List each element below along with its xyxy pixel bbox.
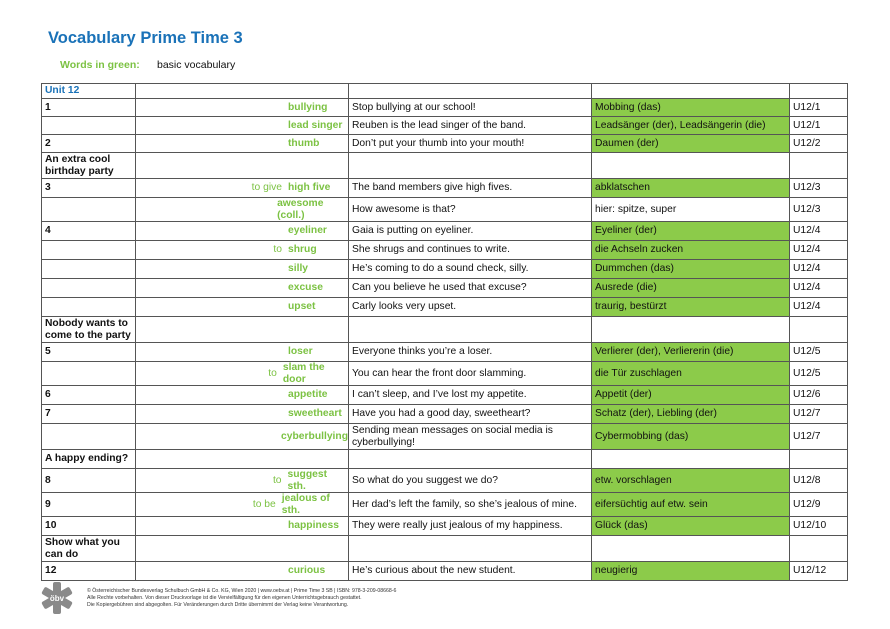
unit-reference: U12/4 [790,222,848,241]
table-row [42,424,848,450]
table-row [42,222,848,241]
vocab-word: thumb [288,137,320,149]
unit-reference [790,153,848,179]
row-number [42,279,136,298]
example-sentence: Sending mean messages on social media is cyberbullying! [349,424,592,450]
german-translation: traurig, bestürzt [592,298,790,317]
german-translation: Schatz (der), Liebling (der) [592,405,790,424]
row-number: 12 [42,562,136,581]
example-sentence: Don’t put your thumb into your mouth! [349,135,592,153]
row-number: Show what you can do [42,536,136,562]
unit-reference: U12/5 [790,362,848,386]
vocab-word-cell [136,536,349,562]
unit-reference: U12/3 [790,179,848,198]
vocab-word-cell [136,99,349,117]
german-translation: Ausrede (die) [592,279,790,298]
table-row [42,99,848,117]
example-sentence: Can you believe he used that excuse? [349,279,592,298]
german-translation: Mobbing (das) [592,99,790,117]
logo-text: öbv [49,594,65,603]
example-sentence: He’s curious about the new student. [349,562,592,581]
example-sentence: She shrugs and continues to write. [349,241,592,260]
example-sentence: Carly looks very upset. [349,298,592,317]
example-sentence: Stop bullying at our school! [349,99,592,117]
vocab-word-cell [136,222,349,241]
vocab-word-cell [136,179,349,198]
example-sentence: I can’t sleep, and I’ve lost my appetite. [349,386,592,405]
unit-reference: U12/5 [790,343,848,362]
vocab-word-cell [136,279,349,298]
row-number: 3 [42,179,136,198]
example-sentence: You can hear the front door slamming. [349,362,592,386]
vocab-word-cell [136,117,349,135]
vocab-word-cell [136,469,349,493]
table-row [42,362,848,386]
vocab-word: slam the door [282,362,325,385]
unit-reference: U12/1 [790,117,848,135]
vocab-word-cell [136,562,349,581]
row-number: 7 [42,405,136,424]
table-row [42,298,848,317]
row-number: 2 [42,135,136,153]
footer-line: Die Kopiergebühren sind abgegolten. Für Veränderungen durch Dritte übernimmt der Verlag keine Verantwortung. [87,602,349,608]
table-row [42,317,848,343]
german-translation: Cybermobbing (das) [592,424,790,450]
example-sentence: Have you had a good day, sweetheart? [349,405,592,424]
vocab-word: happiness [288,520,339,532]
vocab-word-cell [136,153,349,179]
row-number: 8 [42,469,136,493]
unit-reference [790,450,848,469]
german-translation: die Achseln zucken [592,241,790,260]
footer-line: Alle Rechte vorbehalten. Von dieser Druckvorlage ist die Vervielfältigung für den eigenen Unterrichtsgebrauch gestattet. [87,595,362,601]
unit-reference: U12/2 [790,135,848,153]
unit-reference [790,317,848,343]
example-sentence: They were really just jealous of my happiness. [349,517,592,536]
vocab-word-cell [136,386,349,405]
vocab-word: bullying [288,101,328,113]
example-sentence: So what do you suggest we do? [349,469,592,493]
vocab-word-cell [136,198,349,222]
german-translation [592,536,790,562]
vocab-word-cell [136,317,349,343]
word-prefix: to be [252,498,276,510]
word-prefix: to [273,244,282,256]
table-row [42,179,848,198]
table-row [42,493,848,517]
vocab-word-cell [136,135,349,153]
german-translation: Appetit (der) [592,386,790,405]
unit-reference: U12/3 [790,198,848,222]
example-sentence: Everyone thinks you’re a loser. [349,343,592,362]
german-translation [592,450,790,469]
unit-reference: U12/12 [790,562,848,581]
row-number: 10 [42,517,136,536]
footer-line: © Österreichischer Bundesverlag Schulbuch GmbH & Co. KG, Wien 2020 | www.oebv.at | Prime Time 3 SB | ISBN: 978-3-209-08668-6 [87,588,397,594]
german-translation: neugierig [592,562,790,581]
unit-header-row [42,84,848,99]
example-sentence: The band members give high fives. [349,179,592,198]
row-number: An extra cool birthday party [42,153,136,179]
unit-reference: U12/1 [790,99,848,117]
vocab-word-cell [136,493,349,517]
vocab-word: suggest sth. [287,469,328,492]
row-number [42,298,136,317]
vocab-word: awesome (coll.) [277,198,324,221]
german-translation [592,317,790,343]
vocab-word: jealous of sth. [281,493,330,516]
vocab-word-cell [136,450,349,469]
german-translation [592,153,790,179]
table-row [42,386,848,405]
german-translation: Verlierer (der), Verliererin (die) [592,343,790,362]
table-row [42,260,848,279]
vocab-word-cell [136,517,349,536]
unit-reference: U12/4 [790,241,848,260]
legend-key: Words in green: [60,59,140,71]
table-row [42,153,848,179]
vocab-word: cyberbullying [281,430,348,442]
unit-reference: U12/7 [790,424,848,450]
example-sentence: How awesome is that? [349,198,592,222]
example-sentence [349,153,592,179]
unit-reference: U12/4 [790,279,848,298]
german-translation: abklatschen [592,179,790,198]
row-number [42,362,136,386]
unit-reference [790,536,848,562]
row-number: 4 [42,222,136,241]
vocabulary-table [41,83,848,581]
unit-reference: U12/9 [790,493,848,517]
vocab-word: shrug [288,244,317,256]
unit-reference: U12/6 [790,386,848,405]
table-row [42,517,848,536]
unit-reference: U12/7 [790,405,848,424]
example-sentence: Reuben is the lead singer of the band. [349,117,592,135]
example-sentence [349,536,592,562]
word-prefix: to [268,367,277,379]
oebv-logo [40,581,74,615]
example-sentence: He’s coming to do a sound check, silly. [349,260,592,279]
row-number [42,117,136,135]
table-row [42,562,848,581]
table-row [42,450,848,469]
page-title: Vocabulary Prime Time 3 [48,29,243,47]
table-row [42,405,848,424]
row-number: 9 [42,493,136,517]
vocab-word: appetite [288,389,328,401]
unit-reference: U12/8 [790,469,848,493]
vocab-word: loser [288,346,313,358]
vocab-word-cell [136,343,349,362]
table-row [42,279,848,298]
unit-label: Unit 12 [42,84,136,99]
vocab-word: curious [288,565,326,577]
row-number: 1 [42,99,136,117]
row-number: A happy ending? [42,450,136,469]
example-sentence [349,317,592,343]
footer [87,588,396,609]
table-row [42,343,848,362]
row-number: Nobody wants to come to the party [42,317,136,343]
vocab-word: high five [288,182,331,194]
german-translation: hier: spitze, super [592,198,790,222]
vocab-word-cell [136,405,349,424]
example-sentence [349,450,592,469]
german-translation: Leadsänger (der), Leadsängerin (die) [592,117,790,135]
table-row [42,469,848,493]
german-translation: etw. vorschlagen [592,469,790,493]
table-row [42,135,848,153]
unit-reference: U12/4 [790,298,848,317]
unit-reference: U12/10 [790,517,848,536]
vocab-word-cell [136,424,349,450]
german-translation: die Tür zuschlagen [592,362,790,386]
row-number [42,424,136,450]
word-prefix: to [272,474,282,486]
vocab-word: eyeliner [288,225,327,237]
vocab-word: silly [288,263,309,275]
vocab-word-cell [136,298,349,317]
vocab-word: sweetheart [288,408,342,420]
vocab-word: excuse [288,282,323,294]
table-row [42,241,848,260]
german-translation: Dummchen (das) [592,260,790,279]
row-number [42,198,136,222]
vocab-word: lead singer [288,119,343,131]
vocab-word-cell [136,260,349,279]
german-translation: eifersüchtig auf etw. sein [592,493,790,517]
example-sentence: Gaia is putting on eyeliner. [349,222,592,241]
row-number [42,241,136,260]
row-number: 6 [42,386,136,405]
table-row [42,536,848,562]
vocab-word-cell [136,362,349,386]
table-row [42,117,848,135]
german-translation: Eyeliner (der) [592,222,790,241]
legend-value: basic vocabulary [157,59,236,71]
unit-reference: U12/4 [790,260,848,279]
table-row [42,198,848,222]
vocab-word-cell [136,241,349,260]
vocab-word: upset [288,301,316,313]
word-prefix: to give [251,182,282,194]
example-sentence: Her dad’s left the family, so she’s jealous of mine. [349,493,592,517]
row-number: 5 [42,343,136,362]
german-translation: Daumen (der) [592,135,790,153]
row-number [42,260,136,279]
german-translation: Glück (das) [592,517,790,536]
